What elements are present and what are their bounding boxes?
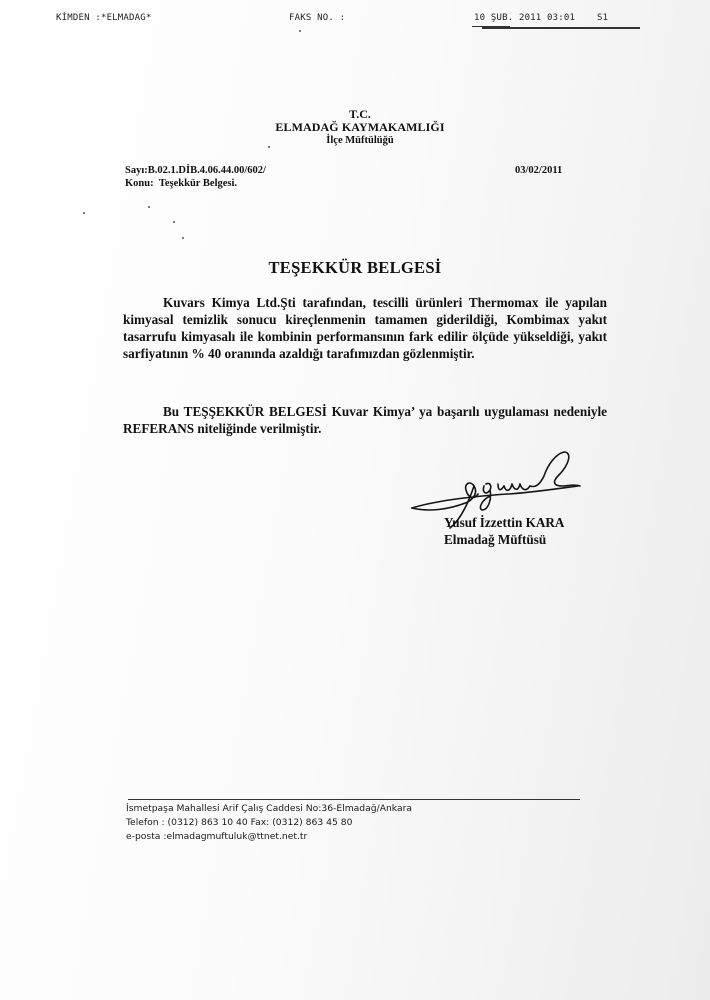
footer-divider (128, 799, 580, 800)
scan-speck (182, 237, 184, 239)
scan-speck (173, 221, 175, 223)
letterhead-country: T.C. (349, 107, 371, 121)
signatory-title: Elmadağ Müftüsü (444, 532, 547, 547)
document-date: 03/02/2011 (515, 165, 563, 176)
body-paragraph-2: Bu TEŞŞEKKÜR BELGESİ Kuvar Kimya’ ya başarılı uygulaması nedeniyle REFERANS niteliğinde verilmiştir. (123, 404, 607, 436)
letterhead (240, 108, 480, 147)
signatory (444, 514, 564, 548)
scan-speck (268, 146, 270, 148)
fax-page-number: S1 (597, 13, 609, 23)
scan-speck (299, 30, 301, 32)
body-paragraph-1: Kuvars Kimya Ltd.Şti tarafından, tescilli ürünleri Thermomax ile yapılan kimyasal temizlik sonucu kireçlenmenin tamamen giderildiği, Kombimax yakıt tasarrufu kimyasalı ile kombinin performansının fark edilir ölçüde yükseldiği, yakıt sarfiyatının % 40 oranında azaldığı tarafımızdan gözlenmiştir. (123, 295, 607, 361)
reference-number-row (125, 164, 266, 177)
letterhead-department: İlçe Müftülüğü (326, 135, 394, 146)
reference-block (125, 164, 266, 190)
reference-number-value: B.02.1.DİB.4.06.44.00/602/ (147, 165, 266, 176)
fax-underline (482, 27, 640, 29)
footer-phone-fax: Telefon : (0312) 863 10 40 Fax: (0312) 863 45 80 (126, 817, 353, 828)
scan-speck (83, 212, 85, 214)
scan-speck (148, 206, 150, 208)
subject-label: Konu: (125, 178, 154, 189)
subject-row (125, 177, 266, 190)
signatory-name: Yusuf İzzettin KARA (444, 515, 565, 530)
reference-number-label: Sayı: (125, 165, 148, 176)
subject-value: Teşekkür Belgesi. (158, 178, 238, 189)
fax-number-label: FAKS NO. : (289, 13, 346, 23)
footer-email: e-posta :elmadagmuftuluk@ttnet.net.tr (126, 831, 308, 842)
fax-sender: KİMDEN :*ELMADAG* (56, 13, 152, 23)
fax-header (0, 13, 710, 31)
letterhead-organization: ELMADAĞ KAYMAKAMLIĞI (275, 120, 445, 134)
document-title: TEŞEKKÜR BELGESİ (268, 258, 442, 277)
fax-datetime: 10 ŞUB. 2011 03:01 (474, 13, 576, 23)
footer-contact (126, 802, 412, 844)
footer-address: İsmetpaşa Mahallesi Arif Çalış Caddesi No:36-Elmadağ/Ankara (126, 803, 413, 814)
